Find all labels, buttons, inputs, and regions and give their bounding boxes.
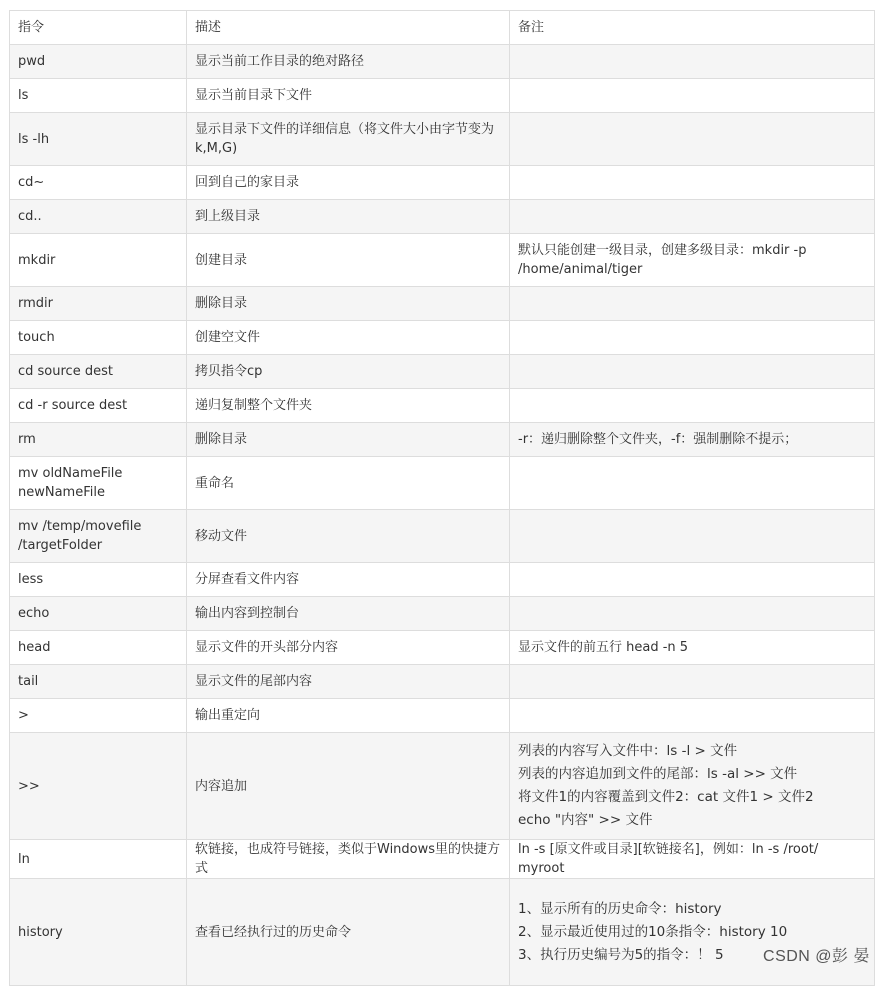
table-row xyxy=(10,166,875,200)
description-cell: 显示文件的尾部内容 xyxy=(187,665,510,699)
header-command: 指令 xyxy=(10,11,187,45)
table-row xyxy=(10,321,875,355)
note-line: 3、执行历史编号为5的指令：！ 5 xyxy=(518,946,724,963)
command-cell: > xyxy=(10,699,187,733)
note-line: 列表的内容追加到文件的尾部：ls -al >> 文件 xyxy=(518,766,798,782)
table-row xyxy=(10,510,875,563)
command-cell: touch xyxy=(10,321,187,355)
command-cell: pwd xyxy=(10,45,187,79)
command-cell: rm xyxy=(10,423,187,457)
note-line: 将文件1的内容覆盖到文件2：cat 文件1 > 文件2 xyxy=(518,789,814,805)
note-line: echo "内容" >> 文件 xyxy=(518,812,653,828)
note-line: 2、显示最近使用过的10条指令：history 10 xyxy=(518,923,788,940)
table-row xyxy=(10,840,875,879)
command-cell: cd~ xyxy=(10,166,187,200)
command-cell: cd source dest xyxy=(10,355,187,389)
command-cell: head xyxy=(10,631,187,665)
note-cell xyxy=(510,699,875,733)
note-cell xyxy=(510,355,875,389)
note-cell xyxy=(510,45,875,79)
command-cell: cd.. xyxy=(10,200,187,234)
description-cell: 内容追加 xyxy=(187,733,510,840)
commands-table xyxy=(9,10,875,986)
description-cell: 回到自己的家目录 xyxy=(187,166,510,200)
command-cell: less xyxy=(10,563,187,597)
note-line: ln -s [原文件或目录][软链接名]，例如：ln -s /root/ myroot xyxy=(518,842,819,876)
table-row xyxy=(10,457,875,510)
note-cell xyxy=(510,840,875,879)
note-cell xyxy=(510,321,875,355)
table-row xyxy=(10,423,875,457)
note-cell xyxy=(510,510,875,563)
command-cell: mkdir xyxy=(10,234,187,287)
note-cell xyxy=(510,389,875,423)
table-row xyxy=(10,631,875,665)
description-cell: 移动文件 xyxy=(187,510,510,563)
table-row xyxy=(10,45,875,79)
note-cell xyxy=(510,166,875,200)
note-cell xyxy=(510,665,875,699)
table-row xyxy=(10,113,875,166)
table-row xyxy=(10,699,875,733)
description-cell: 到上级目录 xyxy=(187,200,510,234)
table-row xyxy=(10,597,875,631)
note-cell xyxy=(510,597,875,631)
description-cell: 显示当前工作目录的绝对路径 xyxy=(187,45,510,79)
command-cell: ls -lh xyxy=(10,113,187,166)
note-cell xyxy=(510,113,875,166)
csdn-watermark: CSDN @彭 晏 xyxy=(763,948,870,965)
note-cell xyxy=(510,79,875,113)
note-cell xyxy=(510,234,875,287)
command-cell: tail xyxy=(10,665,187,699)
description-cell: 重命名 xyxy=(187,457,510,510)
description-cell: 输出重定向 xyxy=(187,699,510,733)
command-cell: history xyxy=(10,879,187,986)
table-row xyxy=(10,879,875,986)
note-cell xyxy=(510,423,875,457)
command-cell: echo xyxy=(10,597,187,631)
table-row xyxy=(10,563,875,597)
note-cell xyxy=(510,200,875,234)
table-body xyxy=(10,45,875,986)
description-cell: 删除目录 xyxy=(187,423,510,457)
description-cell: 输出内容到控制台 xyxy=(187,597,510,631)
description-cell: 显示文件的开头部分内容 xyxy=(187,631,510,665)
header-note: 备注 xyxy=(510,11,875,45)
command-cell: rmdir xyxy=(10,287,187,321)
description-cell: 显示目录下文件的详细信息（将文件大小由字节变为k,M,G) xyxy=(187,113,510,166)
description-cell: 删除目录 xyxy=(187,287,510,321)
description-cell: 显示当前目录下文件 xyxy=(187,79,510,113)
table-row xyxy=(10,200,875,234)
description-cell: 分屏查看文件内容 xyxy=(187,563,510,597)
note-cell xyxy=(510,287,875,321)
table-row xyxy=(10,355,875,389)
description-cell: 递归复制整个文件夹 xyxy=(187,389,510,423)
description-cell: 创建目录 xyxy=(187,234,510,287)
note-cell xyxy=(510,457,875,510)
note-line: 1、显示所有的历史命令：history xyxy=(518,900,722,917)
note-line: 默认只能创建一级目录，创建多级目录：mkdir -p /home/animal/tiger xyxy=(518,243,807,277)
description-cell: 创建空文件 xyxy=(187,321,510,355)
description-cell: 拷贝指令cp xyxy=(187,355,510,389)
table-header-row xyxy=(10,11,875,45)
note-cell xyxy=(510,879,875,986)
table-row xyxy=(10,389,875,423)
note-line: 列表的内容写入文件中：ls -l > 文件 xyxy=(518,743,738,759)
table-row xyxy=(10,79,875,113)
command-cell: ln xyxy=(10,840,187,879)
command-cell: cd -r source dest xyxy=(10,389,187,423)
description-cell: 查看已经执行过的历史命令 xyxy=(187,879,510,986)
note-cell xyxy=(510,563,875,597)
note-line: 显示文件的前五行 head -n 5 xyxy=(518,640,689,655)
command-cell: ls xyxy=(10,79,187,113)
description-cell: 软链接，也成符号链接，类似于Windows里的快捷方式 xyxy=(187,840,510,879)
note-cell xyxy=(510,631,875,665)
note-cell xyxy=(510,733,875,840)
table-row xyxy=(10,287,875,321)
command-cell: mv oldNameFile newNameFile xyxy=(10,457,187,510)
table-row xyxy=(10,234,875,287)
table-row xyxy=(10,733,875,840)
command-cell: mv /temp/movefile /targetFolder xyxy=(10,510,187,563)
note-line: -r：递归删除整个文件夹，-f：强制删除不提示； xyxy=(518,432,798,447)
table-row xyxy=(10,665,875,699)
command-cell: >> xyxy=(10,733,187,840)
header-description: 描述 xyxy=(187,11,510,45)
